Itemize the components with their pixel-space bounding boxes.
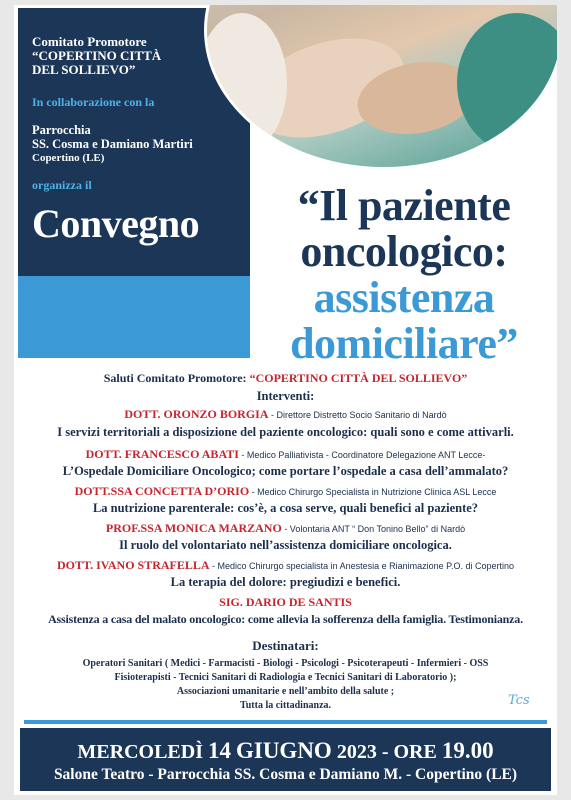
destinatari-line-4: Tutta la cittadinanza. [239, 700, 332, 711]
committee-line-1: Comitato Promotore [32, 34, 147, 49]
event-date-number: 14 [207, 738, 231, 763]
collaboration-label: In collaborazione con la [32, 95, 155, 109]
event-title [254, 183, 554, 367]
speaker-3 [14, 484, 557, 499]
speaker-1 [14, 407, 557, 422]
speaker-role: - Medico Chirurgo Specialista in Nutrizione Clinica ASL Lecce [249, 487, 497, 497]
speaker-role: - Volontaria ANT “ Don Tonino Bello” di Nardò [281, 524, 466, 534]
speaker-name: SIG. DARIO DE SANTIS [219, 595, 352, 609]
header-blue-band [18, 276, 250, 358]
event-date-line [14, 738, 557, 764]
parish-block [32, 123, 193, 165]
speaker-role: - Direttore Distretto Socio Sanitario di Nardò [268, 410, 447, 420]
title-line-1: “Il paziente [297, 181, 511, 230]
speaker-name: DOTT. IVANO STRAFELLA [56, 558, 210, 572]
committee-block [32, 35, 161, 77]
interventi-label: Interventi: [256, 389, 315, 403]
speaker-4 [14, 521, 557, 536]
destinatari-line-3: Associazioni umanitarie e nell’ambito della salute ; [176, 686, 395, 697]
event-time-sep: - ORE [381, 741, 437, 763]
saluti-label: Saluti Comitato Promotore: [103, 371, 247, 385]
saluti-line [14, 371, 557, 386]
destinatari-line-1: Operatori Sanitari ( Medici - Farmacisti - Biologi - Psicologi - Psicoterapeuti - Infermieri - OSS [82, 658, 489, 669]
speaker-role: - Medico Palliativista - Coordinatore Delegazione ANT Lecce- [238, 450, 486, 460]
bottom-divider [24, 720, 547, 724]
speaker-name: PROF.SSA MONICA MARZANO [105, 521, 282, 535]
event-day: MERCOLEDÌ [77, 741, 203, 763]
event-poster [14, 5, 557, 795]
speaker-5-talk: La terapia del dolore: pregiudizi e benefici. [170, 575, 401, 589]
speaker-2 [14, 447, 557, 462]
parish-line-3: Copertino (LE) [32, 152, 105, 164]
speaker-3-talk: La nutrizione parenterale: cos’è, a cosa serve, quali benefici al paziente? [92, 501, 479, 515]
speaker-2-talk: L’Ospedale Domiciliare Oncologico; come portare l’ospedale a casa dell’ammalato? [62, 464, 509, 478]
destinatari-line-2: Fisioterapisti - Tecnici Sanitari di Radiologia e Tecnici Sanitari di Laboratorio ); [114, 672, 457, 683]
organizza-label: organizza il [32, 178, 92, 192]
title-line-4: domiciliare” [290, 319, 518, 368]
committee-line-3: DEL SOLLIEVO” [32, 62, 136, 77]
speaker-1-talk: I servizi territoriali a disposizione del paziente oncologico: quali sono e come attivarli. [57, 425, 514, 439]
title-line-3: assistenza [313, 273, 495, 322]
organizer-logo: Tcs [508, 693, 530, 708]
hands-photo [204, 5, 557, 170]
event-year: 2023 [336, 741, 377, 763]
speaker-name: DOTT. FRANCESCO ABATI [85, 447, 239, 461]
speaker-5 [14, 558, 557, 573]
parish-line-2: SS. Cosma e Damiano Martiri [32, 137, 193, 151]
destinatari-label: Destinatari: [252, 638, 319, 653]
parish-line-1: Parrocchia [32, 123, 91, 137]
speaker-6-talk: Assistenza a casa del malato oncologico: come allevia la sofferenza della famiglia. Testimonianza. [48, 612, 523, 626]
speaker-name: DOTT. ORONZO BORGIA [124, 407, 269, 421]
speaker-name: DOTT.SSA CONCETTA D’ORIO [74, 484, 250, 498]
title-line-2: oncologico: [300, 227, 508, 276]
convegno-heading: Convegno [32, 201, 200, 246]
saluti-value: “COPERTINO CITTÀ DEL SOLLIEVO” [249, 371, 468, 385]
committee-line-2: “COPERTINO CITTÀ [32, 48, 162, 63]
event-venue: Salone Teatro - Parrocchia SS. Cosma e Damiano M. - Copertino (LE) [53, 766, 518, 783]
speaker-6 [14, 595, 557, 610]
speaker-4-talk: Il ruolo del volontariato nell’assistenza domiciliare oncologica. [119, 538, 452, 552]
event-month: GIUGNO [235, 738, 332, 763]
speaker-role: - Medico Chirurgo specialista in Anestesia e Rianimazione P.O. di Copertino [209, 561, 515, 571]
event-time: 19.00 [441, 738, 494, 763]
